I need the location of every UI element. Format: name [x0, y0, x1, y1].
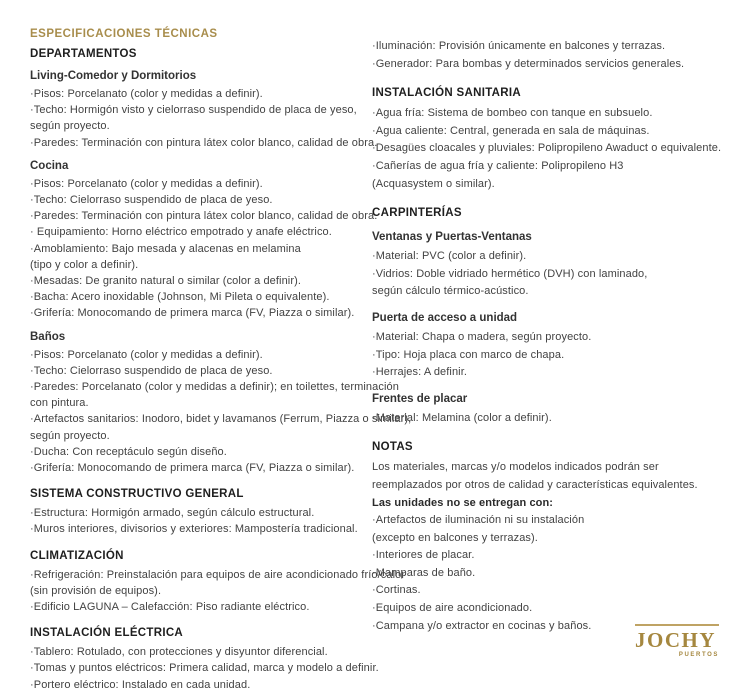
spec-line: ·Cortinas. [372, 584, 421, 597]
spec-line: Los materiales, marcas y/o modelos indicados podrán ser [372, 461, 659, 474]
spec-line: ·Interiores de placar. [372, 549, 475, 562]
spec-block [372, 207, 721, 220]
spec-line: ·Generador: Para bombas y determinados servicios generales. [372, 57, 685, 70]
spec-line: ·Pisos: Porcelanato (color y medidas a definir). [30, 348, 263, 361]
spec-line: ·Grifería: Monocomando de primera marca (FV, Piazza o similar). [30, 462, 355, 475]
spec-line: ·Techo: Hormigón visto y cielorraso suspendido de placa de yeso, [30, 104, 357, 117]
section-heading: SISTEMA CONSTRUCTIVO GENERAL [30, 488, 244, 501]
spec-line: ·Equipos de aire acondicionado. [372, 602, 533, 615]
spec-block [30, 159, 378, 322]
spec-line: ·Paredes: Terminación con pintura látex color blanco, calidad de obra. [30, 136, 378, 149]
spec-line: ·Pisos: Porcelanato (color y medidas a definir). [30, 177, 263, 190]
spec-block [372, 38, 721, 73]
spec-line: ·Ducha: Con receptáculo según diseño. [30, 445, 227, 458]
subsection-heading: Baños [30, 330, 66, 343]
spec-line: (tipo y color a definir). [30, 258, 139, 271]
logo-subtext: PUERTOS [678, 652, 719, 658]
subsection-heading: Puerta de acceso a unidad [372, 311, 518, 324]
section-heading: INSTALACIÓN ELÉCTRICA [30, 627, 184, 640]
spec-line: ·Refrigeración: Preinstalación para equipos de aire acondicionado frío/calor [30, 568, 406, 581]
spec-line: ·Paredes: Terminación con pintura látex color blanco, calidad de obra. [30, 210, 378, 223]
spec-block [372, 393, 721, 428]
spec-line: ·Techo: Cielorraso suspendido de placa de yeso. [30, 194, 273, 207]
spec-line: ·Material: Chapa o madera, según proyecto. [372, 330, 592, 343]
spec-line: ·Estructura: Hormigón armado, según cálculo estructural. [30, 507, 315, 520]
section-heading: DEPARTAMENTOS [30, 48, 137, 60]
spec-line: ·Tomas y puntos eléctricos: Primera calidad, marca y modelo a definir. [30, 662, 379, 675]
spec-line: según proyecto. [30, 429, 110, 442]
spec-line: según proyecto. [30, 120, 110, 133]
logo-rule [635, 624, 719, 626]
spec-block [30, 627, 379, 693]
spec-line: ·Amoblamiento: Bajo mesada y alacenas en melamina [30, 242, 301, 255]
jochy-logo [635, 624, 719, 658]
spec-block [30, 488, 372, 537]
spec-line: ·Bacha: Acero inoxidable (Johnson, Mi Pileta o equivalente). [30, 291, 330, 304]
spec-line: (Acquasystem o similar). [372, 177, 495, 190]
spec-line: ·Artefactos de iluminación ni su instalación [372, 514, 585, 527]
subsection-heading: Ventanas y Puertas-Ventanas [372, 231, 532, 244]
spec-line: ·Paredes: Porcelanato (color y medidas a definir); en toilettes, terminación [30, 381, 399, 394]
spec-line: reemplazados por otros de calidad y características equivalentes. [372, 478, 698, 491]
spec-line: (sin provisión de equipos). [30, 584, 162, 597]
section-heading: NOTAS [372, 441, 413, 454]
right-column [372, 38, 721, 635]
spec-line: ·Campana y/o extractor en cocinas y baños. [372, 619, 592, 632]
section-heading: CLIMATIZACIÓN [30, 549, 124, 562]
spec-line: ·Iluminación: Provisión únicamente en balcones y terrazas. [372, 40, 666, 52]
spec-line: ·Mamparas de baño. [372, 566, 476, 579]
spec-block [372, 87, 721, 193]
spec-line: ·Cañerías de agua fría y caliente: Polipropileno H3 [372, 159, 624, 172]
spec-line: ·Material: Melamina (color a definir). [372, 411, 552, 424]
spec-line: · Equipamiento: Horno eléctrico empotrado y anafe eléctrico. [30, 226, 332, 239]
section-heading: CARPINTERÍAS [372, 207, 462, 220]
spec-block [372, 441, 721, 635]
spec-line: ·Grifería: Monocomando de primera marca (FV, Piazza o similar). [30, 307, 355, 320]
spec-block [30, 70, 378, 151]
spec-line: ·Techo: Cielorraso suspendido de placa de yeso. [30, 364, 273, 377]
subsection-heading: Living-Comedor y Dormitorios [30, 70, 197, 82]
spec-line: Las unidades no se entregan con: [372, 496, 554, 509]
subsection-heading: Cocina [30, 159, 69, 172]
spec-line: ·Edificio LAGUNA – Calefacción: Piso radiante eléctrico. [30, 601, 310, 614]
right-column-blocks [372, 38, 721, 635]
spec-line: con pintura. [30, 397, 89, 410]
spec-block [30, 48, 372, 61]
subsection-heading: Frentes de placar [372, 392, 468, 405]
spec-line: ·Vidrios: Doble vidriado hermético (DVH) con laminado, [372, 267, 648, 280]
spec-line: ·Agua caliente: Central, generada en sala de máquinas. [372, 124, 650, 137]
logo-wordmark: JOCHY [635, 628, 716, 652]
content-columns [30, 28, 721, 693]
spec-line: ·Herrajes: A definir. [372, 366, 468, 379]
spec-line: ·Artefactos sanitarios: Inodoro, bidet y lavamanos (Ferrum, Piazza o similar), [30, 413, 412, 426]
page-title: ESPECIFICACIONES TÉCNICAS [30, 28, 218, 40]
spec-line: (excepto en balcones y terrazas). [372, 531, 538, 544]
section-heading: INSTALACIÓN SANITARIA [372, 87, 521, 100]
spec-line: ·Muros interiores, divisorios y exteriores: Mampostería tradicional. [30, 523, 358, 536]
spec-line: ·Material: PVC (color a definir). [372, 250, 527, 263]
spec-line: ·Portero eléctrico: Instalado en cada unidad. [30, 678, 251, 691]
spec-line: ·Tablero: Rotulado, con protecciones y disyuntor diferencial. [30, 646, 328, 659]
spec-line: ·Tipo: Hoja placa con marco de chapa. [372, 348, 565, 361]
spec-line: ·Pisos: Porcelanato (color y medidas a definir). [30, 88, 263, 100]
spec-line: ·Mesadas: De granito natural o similar (color a definir). [30, 275, 302, 288]
spec-line: ·Desagües cloacales y pluviales: Polipropileno Awaduct o equivalente. [372, 142, 722, 155]
spec-line: según cálculo térmico-acústico. [372, 285, 529, 298]
spec-block [372, 231, 721, 301]
spec-block [372, 312, 721, 382]
spec-line: ·Agua fría: Sistema de bombeo con tanque en subsuelo. [372, 107, 653, 120]
